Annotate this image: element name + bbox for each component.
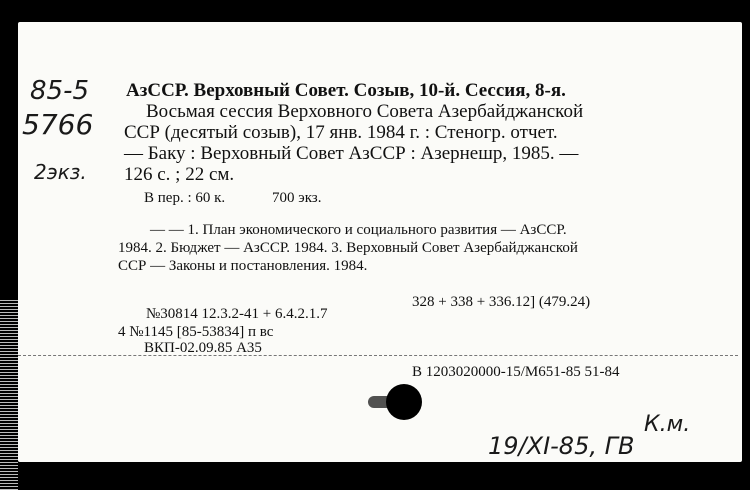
- scanner-edge: [0, 300, 18, 490]
- date-note: 19/XI-85, ГВ: [488, 432, 635, 460]
- body-line-4: 126 с. ; 22 см.: [124, 164, 235, 185]
- body-line-3: — Баку : Верховный Совет АзССР : Азернешр, 1985. —: [124, 143, 579, 164]
- number-line: №30814 12.3.2-41 + 6.4.2.1.7: [146, 306, 328, 322]
- subjects-line-1: — — 1. План экономического и социального развития — АзССР.: [150, 222, 567, 238]
- vkp-line: ВКП-02.09.85 А35: [144, 340, 262, 356]
- bottom-code: В 1203020000-15/М651-85 51-84: [412, 364, 620, 380]
- body-line-2: ССР (десятый созыв), 17 янв. 1984 г. : Стеногр. отчет.: [124, 122, 558, 143]
- copies-note: 2экз.: [34, 160, 87, 184]
- body-line-1: Восьмая сессия Верховного Совета Азербайджанской: [146, 101, 584, 122]
- price-line: В пер. : 60 к.: [144, 190, 226, 206]
- shelf-mark-bottom: 5766: [22, 108, 94, 141]
- print-run: 700 экз.: [272, 190, 322, 206]
- divider: [18, 355, 738, 356]
- shelf-mark-top: 85-5: [30, 76, 90, 106]
- order-line: 4 №1145 [85-53834] п вс: [118, 324, 274, 340]
- classification-right: 328 + 338 + 336.12] (479.24): [412, 294, 591, 310]
- initials-note: К.м.: [644, 412, 691, 437]
- punch-hole: [386, 384, 422, 420]
- subjects-line-3: ССР — Законы и постановления. 1984.: [118, 258, 368, 274]
- subjects-line-2: 1984. 2. Бюджет — АзССР. 1984. 3. Верховный Совет Азербайджанской: [118, 240, 578, 256]
- card-heading: АзССР. Верховный Совет. Созыв, 10-й. Сессия, 8-я.: [126, 80, 566, 101]
